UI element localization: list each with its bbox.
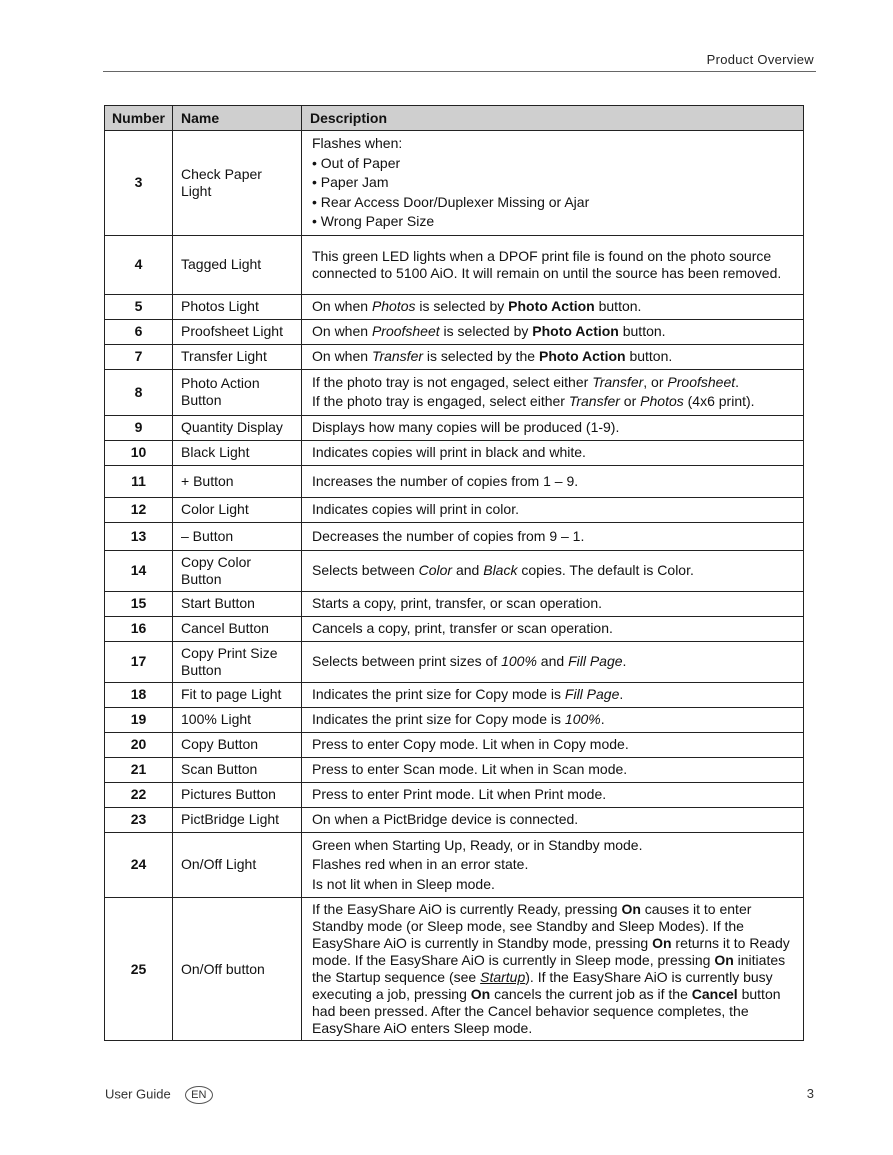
column-header-number: Number [105,106,173,131]
text-segment: button had been pressed. After the Cancel behavior sequence completes, the EasyShare AiO enters Sleep mode. [312,986,781,1036]
table-row [105,131,804,236]
text-segment: On [652,935,672,951]
row-number: 24 [105,832,173,898]
row-number: 22 [105,782,173,807]
row-description [302,369,804,415]
row-number: 13 [105,522,173,550]
text-segment: On when [312,323,372,339]
description-line [312,444,793,461]
row-name: Check Paper Light [173,131,302,236]
description-line [312,711,793,728]
table-row [105,294,804,319]
text-segment: . [600,711,605,727]
text-segment: initiates the Startup sequence (see [312,952,786,985]
text-segment: If the photo tray is not engaged, select either [312,373,593,390]
text-segment: Selects between print sizes of [312,653,502,669]
row-description [302,550,804,591]
text-segment: causes it to enter Standby mode (or Sleep mode, see Standby and Sleep Modes). If the EasyShare AiO is currently in Standby mode, pressing [312,901,752,951]
table-row [105,369,804,415]
text-segment: . [619,686,624,702]
row-description [302,465,804,497]
spec-table [104,105,804,1041]
row-description [302,497,804,522]
description-line [312,348,793,365]
row-description [302,294,804,319]
text-segment: Press to enter Scan mode. Lit when in Scan mode. [312,761,628,777]
row-name: Cancel Button [173,616,302,641]
row-description [302,235,804,294]
row-name: Tagged Light [173,235,302,294]
column-header-name: Name [173,106,302,131]
text-segment: Startup [480,969,526,985]
row-number: 20 [105,732,173,757]
description-line [312,392,793,412]
row-description [302,782,804,807]
row-name: On/Off button [173,898,302,1041]
table-row [105,319,804,344]
row-name: Copy Color Button [173,550,302,591]
text-segment: Flashes when: [312,135,403,151]
description-line [312,154,793,174]
description-line [312,323,793,340]
text-segment: Transfer [568,393,620,409]
text-segment: is selected by [415,298,509,314]
text-segment: . [735,373,740,390]
table-row [105,497,804,522]
description-paragraph [312,901,793,1037]
row-name: PictBridge Light [173,807,302,832]
text-segment: If the photo tray is engaged, select either [312,393,569,409]
row-description [302,682,804,707]
row-number: 19 [105,707,173,732]
description-line [312,811,793,828]
text-segment: 100% [564,711,601,727]
row-number: 12 [105,497,173,522]
description-line [312,761,793,778]
row-number: 18 [105,682,173,707]
row-name: Photos Light [173,294,302,319]
row-name: Copy Button [173,732,302,757]
row-description [302,440,804,465]
row-description [302,641,804,682]
text-segment: • Out of Paper [312,154,401,171]
row-number: 21 [105,757,173,782]
text-segment: Press to enter Copy mode. Lit when in Copy mode. [312,736,629,752]
text-segment: Starts a copy, print, transfer, or scan operation. [312,595,602,611]
page-number: 3 [806,1086,814,1101]
text-segment: Indicates the print size for Copy mode is [312,686,565,702]
text-segment: Flashes red when in an error state. [312,856,529,872]
row-number: 7 [105,344,173,369]
description-line [312,501,793,518]
row-description [302,591,804,616]
description-line [312,373,793,393]
text-segment: copies. The default is Color. [517,562,694,578]
description-line [312,298,793,315]
table-row [105,782,804,807]
table-row [105,465,804,497]
text-segment: (4x6 print). [683,393,755,409]
table-row [105,440,804,465]
text-segment: Photo Action [538,348,626,364]
text-segment: Black [483,562,518,578]
row-name: Start Button [173,591,302,616]
text-segment: On when [312,348,372,364]
row-number: 8 [105,369,173,415]
row-name: Proofsheet Light [173,319,302,344]
row-name: Scan Button [173,757,302,782]
text-segment: On [714,952,734,968]
row-number: 6 [105,319,173,344]
row-name: Black Light [173,440,302,465]
text-segment: 100% [501,653,537,669]
row-number: 17 [105,641,173,682]
row-name: + Button [173,465,302,497]
table-row [105,550,804,591]
table-body [105,131,804,1041]
text-segment: Transfer [371,348,424,364]
text-segment: • Rear Access Door/Duplexer Missing or Ajar [312,193,590,210]
description-line [312,212,793,232]
text-segment: . [622,653,627,669]
row-name: Photo Action Button [173,369,302,415]
table-row [105,682,804,707]
row-number: 14 [105,550,173,591]
row-description [302,131,804,236]
table-row [105,344,804,369]
text-segment: Displays how many copies will be produced (1-9). [312,419,620,435]
text-segment: button. [625,348,673,364]
table-row [105,641,804,682]
description-line [312,193,793,213]
description-line [312,653,793,670]
row-description [302,807,804,832]
table-row [105,898,804,1041]
text-segment: Press to enter Print mode. Lit when Print mode. [312,786,607,802]
row-description [302,415,804,440]
description-line [312,562,793,579]
row-name: Copy Print Size Button [173,641,302,682]
row-description [302,898,804,1041]
header-rule [103,71,816,72]
description-line [312,173,793,193]
row-description [302,319,804,344]
row-name: Fit to page Light [173,682,302,707]
text-segment: Proofsheet [667,373,736,390]
text-segment: Photos [640,393,684,409]
header-title: Product Overview [706,52,814,67]
row-description [302,707,804,732]
text-segment: and [536,653,569,669]
row-number: 15 [105,591,173,616]
row-description [302,616,804,641]
row-number: 10 [105,440,173,465]
table-row [105,707,804,732]
row-number: 4 [105,235,173,294]
text-segment: Is not lit when in Sleep mode. [312,875,495,892]
row-name: Transfer Light [173,344,302,369]
text-segment: ). If the EasyShare AiO is currently busy executing a job, pressing [312,969,773,1002]
row-number: 16 [105,616,173,641]
text-segment: Decreases the number of copies from 9 – 1. [312,527,585,544]
language-badge: EN [185,1086,213,1104]
row-description [302,344,804,369]
text-segment: Photo Action [532,323,619,339]
row-name: Pictures Button [173,782,302,807]
row-number: 25 [105,898,173,1041]
text-segment: On when a PictBridge device is connected. [312,811,579,827]
text-segment: Fill Page [564,686,620,702]
row-description [302,732,804,757]
table-row [105,415,804,440]
table-row [105,732,804,757]
text-segment: button. [594,298,642,314]
row-name: 100% Light [173,707,302,732]
text-segment: Cancel [691,986,738,1002]
text-segment: • Paper Jam [312,174,389,190]
row-number: 9 [105,415,173,440]
text-segment: Increases the number of copies from 1 – 9. [312,472,579,489]
description-line [312,686,793,703]
description-line [312,875,793,895]
text-segment: or [619,393,641,409]
description-line [312,528,793,545]
row-name: Color Light [173,497,302,522]
row-name: Quantity Display [173,415,302,440]
text-segment: Indicates copies will print in black and white. [312,444,586,460]
text-segment: , or [643,373,668,390]
text-segment: Transfer [592,373,644,390]
row-description [302,522,804,550]
text-segment: On when [312,298,372,314]
table-row [105,807,804,832]
row-description [302,832,804,898]
row-name: – Button [173,522,302,550]
text-segment: This green LED lights when a DPOF print file is found on the photo source connected to 5100 AiO. It will remain on until the source has been removed. [312,247,782,281]
row-description [302,757,804,782]
table-row [105,616,804,641]
text-segment: Cancels a copy, print, transfer or scan operation. [312,620,613,636]
description-line [312,620,793,637]
text-segment: Green when Starting Up, Ready, or in Standby mode. [312,836,643,853]
text-segment: If the EasyShare AiO is currently Ready, pressing [312,901,622,917]
row-number: 5 [105,294,173,319]
text-segment: Photo Action [508,298,595,314]
description-line [312,855,793,875]
table-row [105,832,804,898]
text-segment: cancels the current job as if the [490,986,692,1002]
text-segment: • Wrong Paper Size [312,213,435,229]
text-segment: Selects between [312,562,419,578]
row-name: On/Off Light [173,832,302,898]
table-row [105,522,804,550]
row-number: 3 [105,131,173,236]
row-number: 23 [105,807,173,832]
text-segment: is selected by the [423,348,539,364]
footer-left [105,1086,213,1104]
text-segment: is selected by [439,323,533,339]
text-segment: Indicates copies will print in color. [312,501,519,517]
text-segment: Photos [371,298,416,314]
text-segment: Indicates the print size for Copy mode is [312,711,565,727]
description-line [312,595,793,612]
table-row [105,757,804,782]
text-segment: On [621,901,641,917]
text-segment: returns it to Ready mode. If the EasyShare AiO is currently in Sleep mode, pressing [312,935,790,968]
footer-title: User Guide [105,1086,171,1102]
text-segment: On [470,986,491,1002]
table-row [105,235,804,294]
description-line [312,736,793,753]
table-header-row [105,106,804,131]
description-line [312,473,793,490]
description-line [312,786,793,803]
description-line [312,419,793,436]
column-header-description: Description [302,106,804,131]
description-paragraph [312,248,793,282]
text-segment: Fill Page [568,653,623,669]
text-segment: button. [618,323,666,339]
text-segment: Color [418,562,453,578]
row-number: 11 [105,465,173,497]
description-line [312,134,793,154]
text-segment: Proofsheet [371,323,440,339]
text-segment: and [452,562,484,578]
table-row [105,591,804,616]
description-line [312,836,793,856]
